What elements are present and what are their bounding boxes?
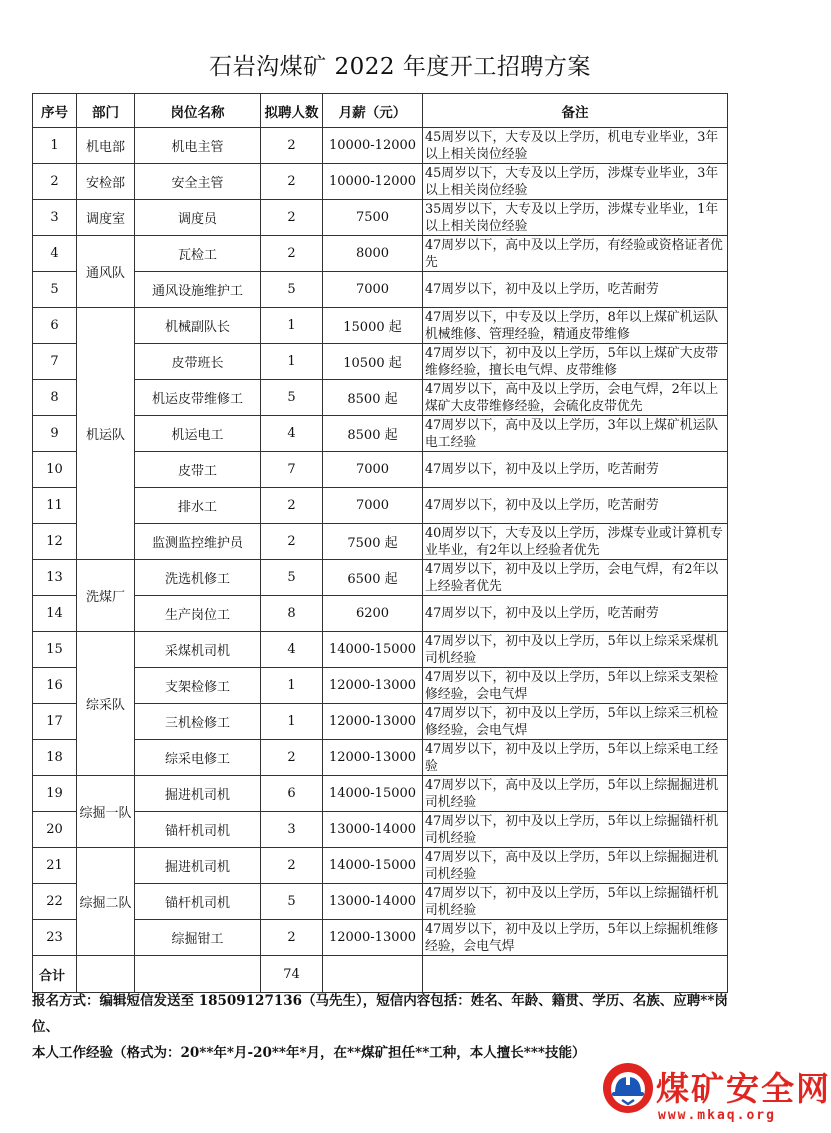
row-number: 15 xyxy=(33,632,77,668)
table-row xyxy=(33,884,728,920)
table-row xyxy=(33,560,728,596)
monthly-salary: 8500 起 xyxy=(323,380,423,416)
headcount: 5 xyxy=(261,884,323,920)
requirements-note: 40周岁以下，大专及以上学历，涉煤专业或计算机专业毕业，有2年以上经验者优先 xyxy=(423,524,728,560)
total-label: 合计 xyxy=(33,956,77,993)
department-cell: 综掘一队 xyxy=(77,776,135,848)
headcount: 4 xyxy=(261,632,323,668)
position-name: 综掘钳工 xyxy=(135,920,261,956)
position-name: 生产岗位工 xyxy=(135,596,261,632)
monthly-salary: 7500 起 xyxy=(323,524,423,560)
monthly-salary: 12000-13000 xyxy=(323,668,423,704)
headcount: 7 xyxy=(261,452,323,488)
row-number: 23 xyxy=(33,920,77,956)
row-number: 14 xyxy=(33,596,77,632)
position-name: 安全主管 xyxy=(135,164,261,200)
recruitment-table xyxy=(32,93,728,993)
row-number: 3 xyxy=(33,200,77,236)
position-name: 瓦检工 xyxy=(135,236,261,272)
monthly-salary: 7000 xyxy=(323,488,423,524)
table-row xyxy=(33,380,728,416)
monthly-salary: 10500 起 xyxy=(323,344,423,380)
row-number: 5 xyxy=(33,272,77,308)
table-row xyxy=(33,452,728,488)
monthly-salary: 6500 起 xyxy=(323,560,423,596)
requirements-note: 47周岁以下，高中及以上学历，3年以上煤矿机运队电工经验 xyxy=(423,416,728,452)
position-name: 采煤机司机 xyxy=(135,632,261,668)
requirements-note: 47周岁以下，初中及以上学历，5年以上综采电工经验 xyxy=(423,740,728,776)
headcount: 2 xyxy=(261,164,323,200)
row-number: 18 xyxy=(33,740,77,776)
table-row xyxy=(33,236,728,272)
department-cell: 综采队 xyxy=(77,632,135,776)
row-number: 1 xyxy=(33,128,77,164)
monthly-salary: 14000-15000 xyxy=(323,632,423,668)
table-row xyxy=(33,200,728,236)
department-cell: 通风队 xyxy=(77,236,135,308)
headcount: 5 xyxy=(261,272,323,308)
table-row xyxy=(33,704,728,740)
position-name: 监测监控维护员 xyxy=(135,524,261,560)
headcount: 5 xyxy=(261,380,323,416)
monthly-salary: 12000-13000 xyxy=(323,920,423,956)
requirements-note: 47周岁以下，初中及以上学历，5年以上煤矿大皮带维修经验，擅长电气焊、皮带维修 xyxy=(423,344,728,380)
row-number: 9 xyxy=(33,416,77,452)
application-instructions xyxy=(32,988,732,1066)
monthly-salary: 8000 xyxy=(323,236,423,272)
monthly-salary: 7000 xyxy=(323,272,423,308)
row-number: 4 xyxy=(33,236,77,272)
department-cell: 洗煤厂 xyxy=(77,560,135,632)
row-number: 22 xyxy=(33,884,77,920)
total-count: 74 xyxy=(261,956,323,993)
table-row xyxy=(33,776,728,812)
headcount: 4 xyxy=(261,416,323,452)
requirements-note: 47周岁以下，初中及以上学历，5年以上综掘锚杆机司机经验 xyxy=(423,884,728,920)
monthly-salary: 10000-12000 xyxy=(323,164,423,200)
table-row xyxy=(33,416,728,452)
watermark-site-url: www.mkaq.org xyxy=(658,1108,776,1123)
headcount: 1 xyxy=(261,704,323,740)
department-cell: 机运队 xyxy=(77,308,135,560)
position-name: 皮带班长 xyxy=(135,344,261,380)
position-name: 三机检修工 xyxy=(135,704,261,740)
headcount: 2 xyxy=(261,848,323,884)
position-name: 机运电工 xyxy=(135,416,261,452)
requirements-note: 45周岁以下，大专及以上学历，机电专业毕业，3年以上相关岗位经验 xyxy=(423,128,728,164)
table-row xyxy=(33,524,728,560)
header-salary: 月薪（元） xyxy=(323,94,423,128)
headcount: 6 xyxy=(261,776,323,812)
row-number: 16 xyxy=(33,668,77,704)
table-body xyxy=(33,128,728,956)
table-row xyxy=(33,668,728,704)
monthly-salary: 13000-14000 xyxy=(323,884,423,920)
table-row xyxy=(33,128,728,164)
row-number: 11 xyxy=(33,488,77,524)
table-row xyxy=(33,344,728,380)
headcount: 1 xyxy=(261,308,323,344)
monthly-salary: 7000 xyxy=(323,452,423,488)
monthly-salary: 10000-12000 xyxy=(323,128,423,164)
monthly-salary: 14000-15000 xyxy=(323,848,423,884)
position-name: 机运皮带维修工 xyxy=(135,380,261,416)
requirements-note: 47周岁以下，初中及以上学历，5年以上综掘机维修经验，会电气焊 xyxy=(423,920,728,956)
requirements-note: 47周岁以下，初中及以上学历，吃苦耐劳 xyxy=(423,596,728,632)
row-number: 13 xyxy=(33,560,77,596)
header-position: 岗位名称 xyxy=(135,94,261,128)
department-cell: 综掘二队 xyxy=(77,848,135,956)
total-empty-cell xyxy=(135,956,261,993)
monthly-salary: 15000 起 xyxy=(323,308,423,344)
requirements-note: 47周岁以下，初中及以上学历，吃苦耐劳 xyxy=(423,272,728,308)
row-number: 2 xyxy=(33,164,77,200)
position-name: 掘进机司机 xyxy=(135,776,261,812)
headcount: 1 xyxy=(261,344,323,380)
headcount: 3 xyxy=(261,812,323,848)
total-row xyxy=(33,956,728,993)
headcount: 2 xyxy=(261,128,323,164)
requirements-note: 47周岁以下，中专及以上学历，8年以上煤矿机运队机械维修、管理经验，精通皮带维修 xyxy=(423,308,728,344)
header-headcount: 拟聘人数 xyxy=(261,94,323,128)
total-empty-cell xyxy=(323,956,423,993)
headcount: 2 xyxy=(261,488,323,524)
position-name: 通风设施维护工 xyxy=(135,272,261,308)
position-name: 掘进机司机 xyxy=(135,848,261,884)
requirements-note: 47周岁以下，初中及以上学历，吃苦耐劳 xyxy=(423,488,728,524)
headcount: 2 xyxy=(261,740,323,776)
monthly-salary: 6200 xyxy=(323,596,423,632)
requirements-note: 47周岁以下，初中及以上学历，5年以上综采三机检修经验，会电气焊 xyxy=(423,704,728,740)
headcount: 2 xyxy=(261,236,323,272)
position-name: 调度员 xyxy=(135,200,261,236)
requirements-note: 47周岁以下，高中及以上学历，有经验或资格证者优先 xyxy=(423,236,728,272)
requirements-note: 47周岁以下，高中及以上学历，5年以上综掘掘进机司机经验 xyxy=(423,776,728,812)
table-row xyxy=(33,272,728,308)
requirements-note: 47周岁以下，初中及以上学历，5年以上综掘锚杆机司机经验 xyxy=(423,812,728,848)
monthly-salary: 8500 起 xyxy=(323,416,423,452)
monthly-salary: 13000-14000 xyxy=(323,812,423,848)
row-number: 6 xyxy=(33,308,77,344)
headcount: 8 xyxy=(261,596,323,632)
header-department: 部门 xyxy=(77,94,135,128)
position-name: 皮带工 xyxy=(135,452,261,488)
row-number: 21 xyxy=(33,848,77,884)
monthly-salary: 7500 xyxy=(323,200,423,236)
safety-helmet-icon xyxy=(602,1062,654,1114)
requirements-note: 47周岁以下，初中及以上学历，5年以上综采支架检修经验，会电气焊 xyxy=(423,668,728,704)
table-row xyxy=(33,848,728,884)
total-empty-cell xyxy=(423,956,728,993)
headcount: 2 xyxy=(261,200,323,236)
watermark-site-name: 煤矿安全网 xyxy=(656,1069,831,1108)
table-row xyxy=(33,740,728,776)
monthly-salary: 12000-13000 xyxy=(323,740,423,776)
department-cell: 机电部 xyxy=(77,128,135,164)
table-row xyxy=(33,920,728,956)
headcount: 2 xyxy=(261,524,323,560)
row-number: 17 xyxy=(33,704,77,740)
requirements-note: 47周岁以下，初中及以上学历，会电气焊，有2年以上经验者优先 xyxy=(423,560,728,596)
position-name: 锚杆机司机 xyxy=(135,884,261,920)
headcount: 5 xyxy=(261,560,323,596)
requirements-note: 47周岁以下，高中及以上学历，会电气焊，2年以上煤矿大皮带维修经验，会硫化皮带优先 xyxy=(423,380,728,416)
headcount: 2 xyxy=(261,920,323,956)
requirements-note: 45周岁以下，大专及以上学历，涉煤专业毕业，3年以上相关岗位经验 xyxy=(423,164,728,200)
monthly-salary: 14000-15000 xyxy=(323,776,423,812)
requirements-note: 47周岁以下，高中及以上学历，5年以上综掘掘进机司机经验 xyxy=(423,848,728,884)
instructions-line-2: 本人工作经验（格式为：20**年*月-20**年*月，在**煤矿担任**工种，本人擅长***技能） xyxy=(32,1045,586,1061)
requirements-note: 47周岁以下，初中及以上学历，5年以上综采采煤机司机经验 xyxy=(423,632,728,668)
table-row xyxy=(33,164,728,200)
position-name: 锚杆机司机 xyxy=(135,812,261,848)
position-name: 综采电修工 xyxy=(135,740,261,776)
page-title: 石岩沟煤矿 2022 年度开工招聘方案 xyxy=(209,54,591,80)
position-name: 机械副队长 xyxy=(135,308,261,344)
table-row xyxy=(33,488,728,524)
position-name: 洗选机修工 xyxy=(135,560,261,596)
row-number: 8 xyxy=(33,380,77,416)
table-row xyxy=(33,632,728,668)
header-notes: 备注 xyxy=(423,94,728,128)
monthly-salary: 12000-13000 xyxy=(323,704,423,740)
position-name: 排水工 xyxy=(135,488,261,524)
instructions-line-1: 报名方式：编辑短信发送至 18509127136（马先生），短信内容包括：姓名、年龄、籍贯、学历、名族、应聘**岗位、 xyxy=(32,993,728,1035)
requirements-note: 47周岁以下，初中及以上学历，吃苦耐劳 xyxy=(423,452,728,488)
header-no: 序号 xyxy=(33,94,77,128)
site-watermark xyxy=(602,1062,831,1130)
total-empty-cell xyxy=(77,956,135,993)
table-row xyxy=(33,308,728,344)
requirements-note: 35周岁以下，大专及以上学历，涉煤专业毕业，1年以上相关岗位经验 xyxy=(423,200,728,236)
department-cell: 调度室 xyxy=(77,200,135,236)
row-number: 19 xyxy=(33,776,77,812)
row-number: 10 xyxy=(33,452,77,488)
department-cell: 安检部 xyxy=(77,164,135,200)
table-row xyxy=(33,596,728,632)
row-number: 7 xyxy=(33,344,77,380)
position-name: 支架检修工 xyxy=(135,668,261,704)
row-number: 12 xyxy=(33,524,77,560)
position-name: 机电主管 xyxy=(135,128,261,164)
row-number: 20 xyxy=(33,812,77,848)
table-header-row xyxy=(33,94,728,128)
headcount: 1 xyxy=(261,668,323,704)
table-row xyxy=(33,812,728,848)
